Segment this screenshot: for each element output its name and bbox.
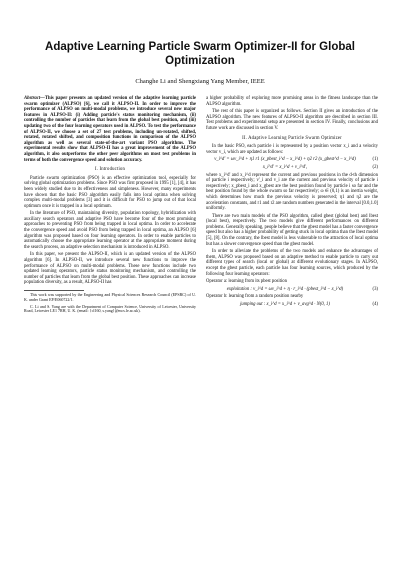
equation-1 <box>206 157 378 163</box>
equation-expression: v_i^d' = ωv_i^d + η1 r1 (x_pbest_i^d − x_i^d) + η2 r2 (x_gbest^d − x_i^d) <box>214 157 356 163</box>
operator-a-label: Operator a: learning from its pbest position <box>206 279 287 285</box>
equation-expression: jumping out : x_i^d = x_i^d + v_avg^d · N(0, 1) <box>240 302 330 307</box>
equation-expression: x_i^d' = x_i^d + v_i^d', <box>262 164 308 170</box>
equation-4 <box>206 302 378 308</box>
intro-paragraph: Particle swarm optimization (PSO) is an effective optimization tool, especially for solving global optimization problems. Since PSO was first proposed in 1995 [1], [4], it has been widely studied due to its effectiveness and simpleness. However, many experiments have shown that the basic PSO algorithm easily falls into local optima when solving complex multi-modal problems [3] and it is difficult for PSO to jump out of that local optimum once it is trapped in a local optimum. <box>24 175 196 209</box>
footnote-affiliation: C. Li and S. Yang are with the Department of Computer Science, University of Leicester, University Road, Leicester LE1 7RH, U. K. (email: {cl160, s.yang}@mcs.le.ac.uk). <box>24 303 196 314</box>
body-paragraph: There are two main models of the PSO algorithm, called gbest (global best) and lbest (local best), respectively. The two models give different performances on different problems. Generally speaking, people believe that the gbest model has a faster convergence speed but also has a higher probability of getting stuck in local optima than the lbest model [5], [8]. On the contrary, the lbest model is less vulnerable to the attraction of local optima but has a slower convergence speed than the gbest model. <box>206 213 378 247</box>
equation-number: (3) <box>372 286 378 292</box>
section-heading-alpso: II. Adaptive Learning Particle Swarm Optimizer <box>242 135 342 141</box>
footnote-funding: This work was supported by the Engineering and Physical Sciences Research Council (EPSRC) of U. K. under Grant EP/E060722/1. <box>24 292 196 302</box>
operator-b-label: Operator b: learning from a random position nearby <box>206 294 304 300</box>
footnote-divider <box>24 290 84 291</box>
body-paragraph: where x_i^d' and x_i^d represent the current and previous positions in the d-th dimension of particle i respectively; v'_i and v_i are the current and previous velocity of particle i respectively; x_pbest_i and x_gbest are the best position found by particle i so far and the best position found by the whole swarm so far respectively; ω ∈ (0,1) is an inertia weight, which determines how much the previous velocity is preserved; η1 and η2 are the acceleration constants, and r1 and r2 are random numbers generated in the interval [0.0,1.0] uniformly. <box>206 172 378 212</box>
left-column <box>24 96 196 316</box>
equation-2 <box>206 165 378 171</box>
equation-number: (1) <box>372 157 378 163</box>
equation-number: (4) <box>372 302 378 307</box>
body-paragraph: The rest of this paper is organized as follows. Section II gives an introduction of the ALPSO algorithm. The new features of ALPSO-II algorithm are described in section III. Test problems and experimental setup are presented in section IV. Finally, conclusions and future work are discussed in section V. <box>206 109 378 131</box>
intro-paragraph: In this paper, we present the ALPSO-II, which is an updated version of the ALPSO algorithm [6]. In ALPSO-II, we introduce several new functions to improve the performance of ALPSO on multi-modal problems. These new functions include two updated learning operators, particle status monitoring mechanism, and controlling the number of particles that learn from the global best position. These approaches can increase population diversity, as a result, ALPSO-II has <box>24 252 196 286</box>
abstract-text: This paper presents an updated version of the adaptive learning particle swarm optimizer (ALPSO) [6], we call it ALPSO-II. In order to improve the performance of ALPSO on multi-modal problems, we introduce several new major features in ALPSO-II: (i) Adding particle's status monitoring mechanism, (ii) controlling the number of particles that learn from the global best position, and (iii) updating two of the four learning operators used in ALPSO. To test the performance of ALPSO-II, we choose a set of 27 test problems, including un-rotated, shifted, rotated, rotated shifted, and composition functions in comparison of the ALPSO algorithm as well as several state-of-the-art variant PSO algorithms. The experimental results show that ALPSO-II has a great improvement of the ALPSO algorithm, it also outperforms the other peer algorithms on most test problems in terms of both the convergence speed and solution accuracy. <box>24 96 196 163</box>
equation-number: (2) <box>372 164 378 170</box>
intro-paragraph: In the literature of PSO, maintaining diversity, population topology, hybridization with auxiliary search operators and adaptive PSO have become four of the most promising approaches to preventing PSO from being trapped in local optima. In order to accelerate the convergence speed and avoid PSO from being trapped in local optima, an ALPSO [6] algorithm was proposed based on four learning operators. In order to enable particles to automatically choose the appropriate learning operator at the appropriate moment during the search process, an adaptive selection mechanism is introduced in ALPSO. <box>24 211 196 250</box>
equation-expression: exploitation : v_i^d = ωv_i^d + η · r_i^d · (pbest_i^d − x_i^d) <box>226 286 344 292</box>
paper-title: Adaptive Learning Particle Swarm Optimizer-II for Global Optimization <box>45 41 355 67</box>
equation-3 <box>206 287 378 293</box>
author-line: Changhe Li and Shengxiang Yang Member, IEEE <box>135 78 265 85</box>
abstract <box>24 96 196 163</box>
body-paragraph: In the basic PSO, each particle i is represented by a position vector x_i and a velocity vector v_i, which are updated as follows: <box>206 144 378 155</box>
abstract-label: Abstract— <box>24 96 45 101</box>
section-heading-introduction: I. Introduction <box>94 167 126 173</box>
body-paragraph: In order to alleviate the problems of the two models and enhance the advantages of them, ALPSO was proposed based on an adaptive method to enable particle to carry out different types of search (local or global) at different evolutionary stages. In ALPSO, except the gbest particle, each particle has four learning sources, which produced by the following four learning operators: <box>206 249 378 277</box>
right-column <box>206 96 378 310</box>
body-paragraph: a higher probability of exploring more promising areas in the fitness landscape than the ALPSO algorithm. <box>206 96 378 107</box>
